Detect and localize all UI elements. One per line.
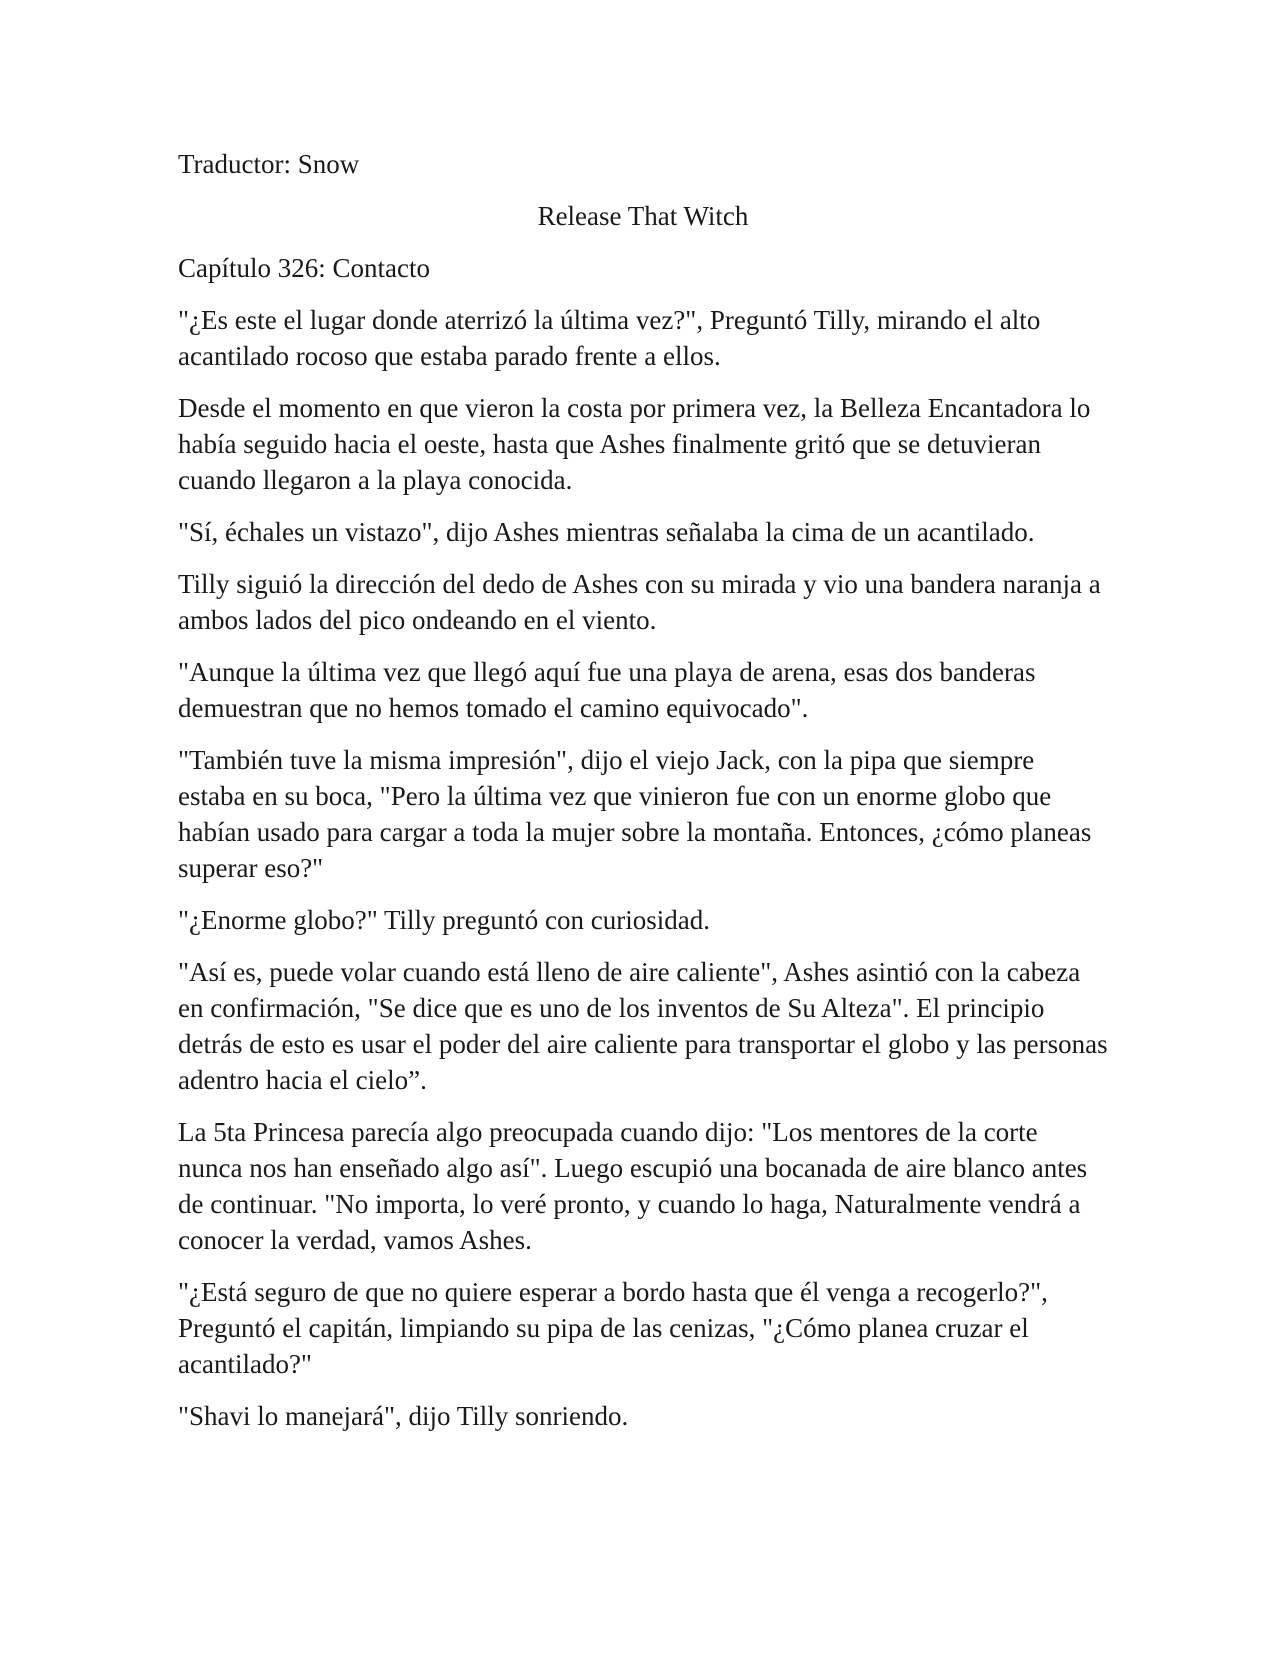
paragraph: "Sí, échales un vistazo", dijo Ashes mientras señalaba la cima de un acantilado. [178,517,1035,547]
paragraph: Desde el momento en que vieron la costa por primera vez, la Belleza Encantadora lo había seguido hacia el oeste, hasta que Ashes finalmente gritó que se detuvieran cuando llegaron a la playa conocida. [178,393,1091,495]
document-body [178,146,1108,1450]
paragraph: "¿Está seguro de que no quiere esperar a bordo hasta que él venga a recogerlo?", Preguntó el capitán, limpiando su pipa de las cenizas, "¿Cómo planea cruzar el acantilado?" [178,1277,1048,1379]
paragraph: "¿Es este el lugar donde aterrizó la última vez?", Preguntó Tilly, mirando el alto acantilado rocoso que estaba parado frente a ellos. [178,305,1041,371]
paragraph: "¿Enorme globo?" Tilly preguntó con curiosidad. [178,905,710,935]
paragraph: La 5ta Princesa parecía algo preocupada cuando dijo: "Los mentores de la corte nunca nos han enseñado algo así". Luego escupió una bocanada de aire blanco antes de continuar. "No importa, lo veré pronto, y cuando lo haga, Naturalmente vendrá a conocer la verdad, vamos Ashes. [178,1117,1088,1255]
paragraph: "Shavi lo manejará", dijo Tilly sonriendo. [178,1401,629,1431]
book-title: Release That Witch [537,201,749,231]
paragraph: Tilly siguió la dirección del dedo de Ashes con su mirada y vio una bandera naranja a ambos lados del pico ondeando en el viento. [178,569,1101,635]
translator-credit: Traductor: Snow [178,149,360,179]
chapter-title: Capítulo 326: Contacto [178,253,430,283]
paragraph: "Así es, puede volar cuando está lleno de aire caliente", Ashes asintió con la cabeza en confirmación, "Se dice que es uno de los inventos de Su Alteza". El principio detrás de esto es usar el poder del aire caliente para transportar el globo y las personas adentro hacia el cielo”. [178,957,1108,1095]
paragraph: "También tuve la misma impresión", dijo el viejo Jack, con la pipa que siempre estaba en su boca, "Pero la última vez que vinieron fue con un enorme globo que habían usado para cargar a toda la mujer sobre la montaña. Entonces, ¿cómo planeas superar eso?" [178,745,1092,883]
paragraph: "Aunque la última vez que llegó aquí fue una playa de arena, esas dos banderas demuestran que no hemos tomado el camino equivocado". [178,657,1036,723]
